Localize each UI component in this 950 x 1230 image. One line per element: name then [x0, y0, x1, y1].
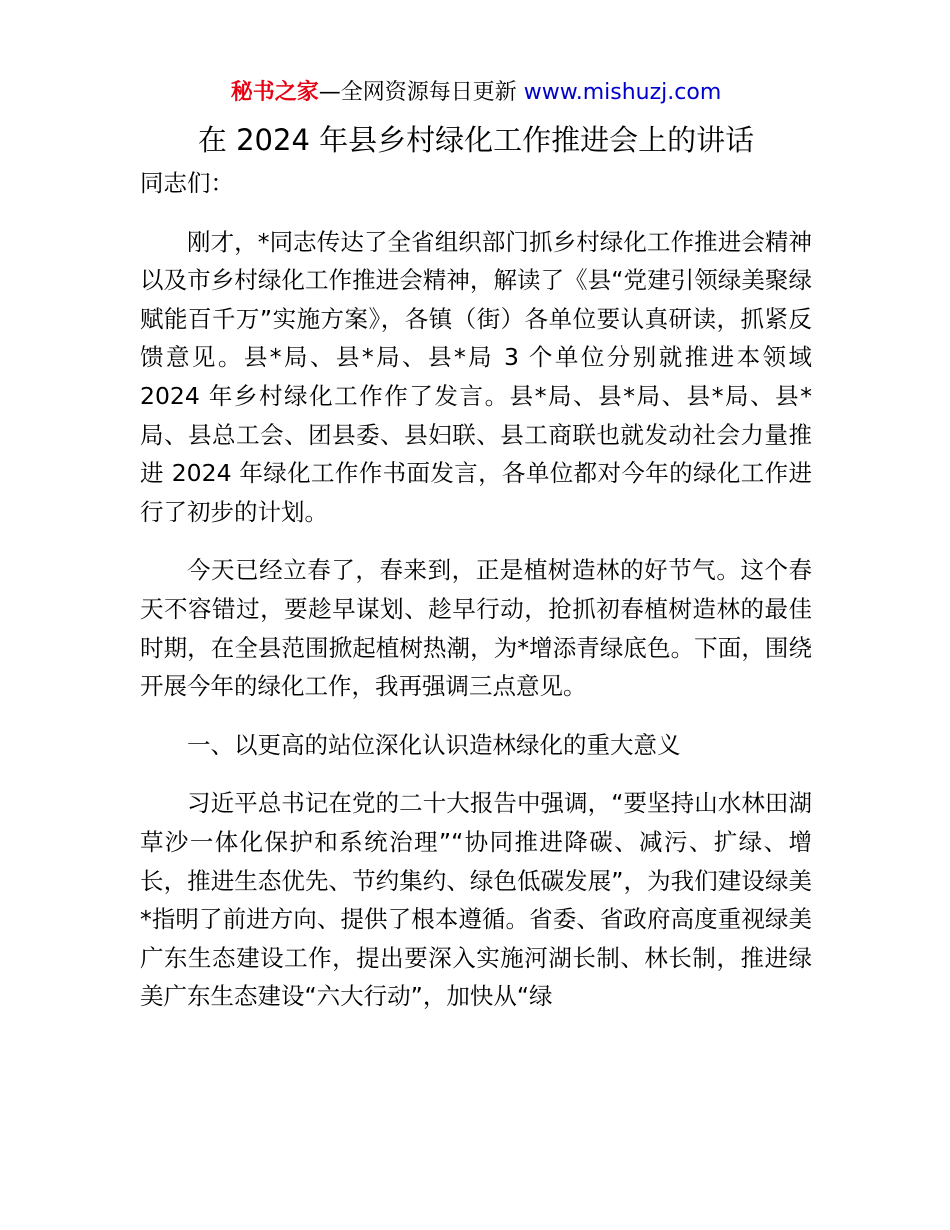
body-paragraph: 习近平总书记在党的二十大报告中强调，“要坚持山水林田湖草沙一体化保护和系统治理”“协同推进降碳、减污、扩绿、增长，推进生态优先、节约集约、绿色低碳发展”，为我们建设绿美*指明了前进方向、提供了根本遵循。省委、省政府高度重视绿美广东生态建设工作，提出要深入实施河湖长制、林长制，推进绿美广东生态建设“六大行动”，加快从“绿 [140, 789, 812, 1011]
document-page [140, 74, 812, 1016]
header-tagline: —全网资源每日更新 [318, 80, 524, 105]
section-heading: 一、以更高的站位深化认识造林绿化的重大意义 [187, 730, 681, 759]
site-url-link[interactable]: www.mishuzj.com [523, 80, 722, 105]
body-paragraph: 刚才，*同志传达了全省组织部门抓乡村绿化工作推进会精神以及市乡村绿化工作推进会精神，解读了《县“党建引领绿美聚绿赋能百千万”实施方案》，各镇（街）各单位要认真研读，抓紧反馈意见。县*局、县*局、县*局 3 个单位分别就推进本领域 2024 年乡村绿化工作作了发言。县*局、县*局、县*局、县*局、县总工会、团县委、县妇联、县工商联也就发动社会力量推进 2024 年绿化工作作书面发言，各单位都对今年的绿化工作进行了初步的计划。 [140, 227, 812, 526]
salutation: 同志们： [140, 169, 234, 197]
site-header [140, 74, 812, 112]
brand-name: 秘书之家 [230, 80, 319, 105]
document-title: 在 2024 年县乡村绿化工作推进会上的讲话 [197, 123, 755, 157]
body-paragraph: 今天已经立春了，春来到，正是植树造林的好节气。这个春天不容错过，要趁早谋划、趁早行动，抢抓初春植树造林的最佳时期，在全县范围掀起植树热潮，为*增添青绿底色。下面，围绕开展今年的绿化工作，我再强调三点意见。 [140, 556, 812, 701]
document-body [140, 223, 812, 1016]
